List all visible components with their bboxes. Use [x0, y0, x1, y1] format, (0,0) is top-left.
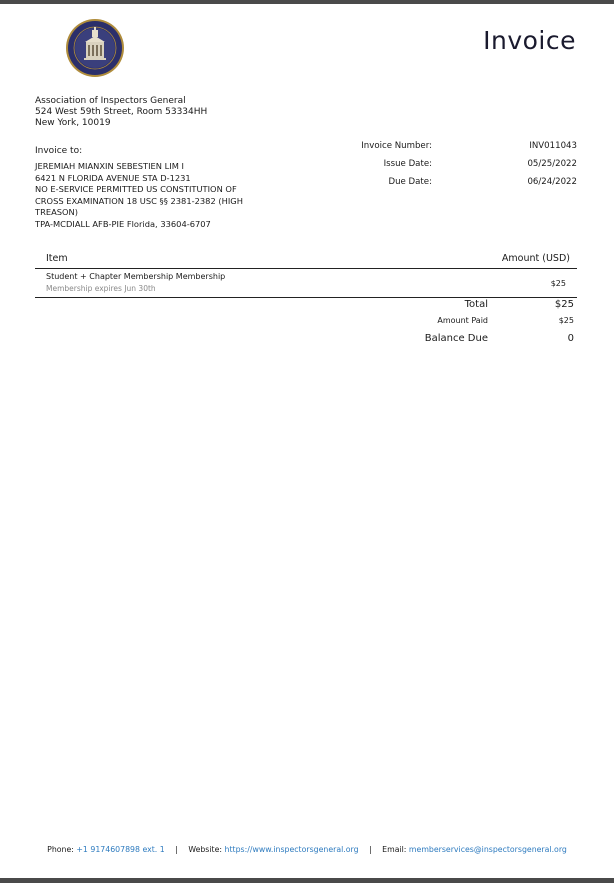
- phone-label: Phone:: [47, 845, 74, 854]
- item-amount: $25: [550, 279, 566, 288]
- item-column-header: Item: [46, 253, 68, 264]
- website-link[interactable]: https://www.inspectorsgeneral.org: [224, 845, 359, 854]
- phone-link[interactable]: +1 9174607898 ext. 1: [76, 845, 165, 854]
- item-name: Student + Chapter Membership Membership: [46, 272, 226, 281]
- top-border: [0, 0, 614, 4]
- amount-paid-label: Amount Paid: [437, 316, 488, 325]
- bill-to-line: JEREMIAH MIANXIN SEBESTIEN LIM I: [35, 161, 184, 171]
- invoice-title: Invoice: [483, 26, 576, 55]
- balance-due-value: 0: [567, 333, 574, 344]
- bill-to-line: TPA-MCDIALL AFB-PIE Florida, 33604-6707: [35, 218, 211, 229]
- bill-to-line: CROSS EXAMINATION 18 USC §§ 2381-2382 (HIGH: [35, 195, 243, 206]
- footer-separator: |: [175, 845, 178, 854]
- org-name: Association of Inspectors General: [35, 96, 186, 106]
- amount-paid-row: [374, 316, 574, 333]
- due-date-row: [337, 177, 577, 195]
- bill-to-label: Invoice to:: [35, 146, 83, 156]
- footer-separator: |: [369, 845, 372, 854]
- invoice-meta: [337, 141, 577, 195]
- invoice-number-label: Invoice Number:: [361, 141, 432, 151]
- invoice-number-value: INV011043: [529, 141, 577, 151]
- amount-paid-value: $25: [558, 316, 574, 325]
- total-value: $25: [554, 299, 574, 310]
- total-label: Total: [464, 299, 488, 310]
- bill-to-line: NO E-SERVICE PERMITTED US CONSTITUTION OF: [35, 184, 237, 194]
- item-description: Membership expires Jun 30th: [46, 284, 156, 293]
- email-link[interactable]: memberservices@inspectorsgeneral.org: [408, 845, 567, 854]
- amount-column-header: Amount (USD): [501, 253, 570, 264]
- due-date-label: Due Date:: [388, 177, 432, 187]
- footer-contact: [0, 845, 614, 854]
- issue-date-row: [337, 159, 577, 177]
- building-seal-icon: [65, 18, 125, 78]
- email-label: Email:: [382, 845, 407, 854]
- bill-to-address: [35, 161, 270, 230]
- organization-address: [35, 96, 207, 129]
- balance-due-row: [374, 333, 574, 350]
- balance-due-label: Balance Due: [424, 333, 488, 344]
- totals-block: [374, 299, 574, 350]
- issue-date-value: 05/25/2022: [527, 159, 577, 169]
- website-label: Website:: [188, 845, 223, 854]
- bottom-border: [0, 878, 614, 883]
- total-row: [374, 299, 574, 316]
- items-table-header: [35, 252, 577, 269]
- table-row: [35, 270, 577, 298]
- org-address-line1: 524 West 59th Street, Room 53334HH: [35, 107, 208, 117]
- bill-to-line: TREASON): [35, 207, 78, 217]
- due-date-value: 06/24/2022: [527, 177, 577, 187]
- org-address-line2: New York, 10019: [35, 118, 111, 128]
- invoice-number-row: [337, 141, 577, 159]
- issue-date-label: Issue Date:: [383, 159, 432, 169]
- bill-to-line: 6421 N FLORIDA AVENUE STA D-1231: [35, 172, 191, 183]
